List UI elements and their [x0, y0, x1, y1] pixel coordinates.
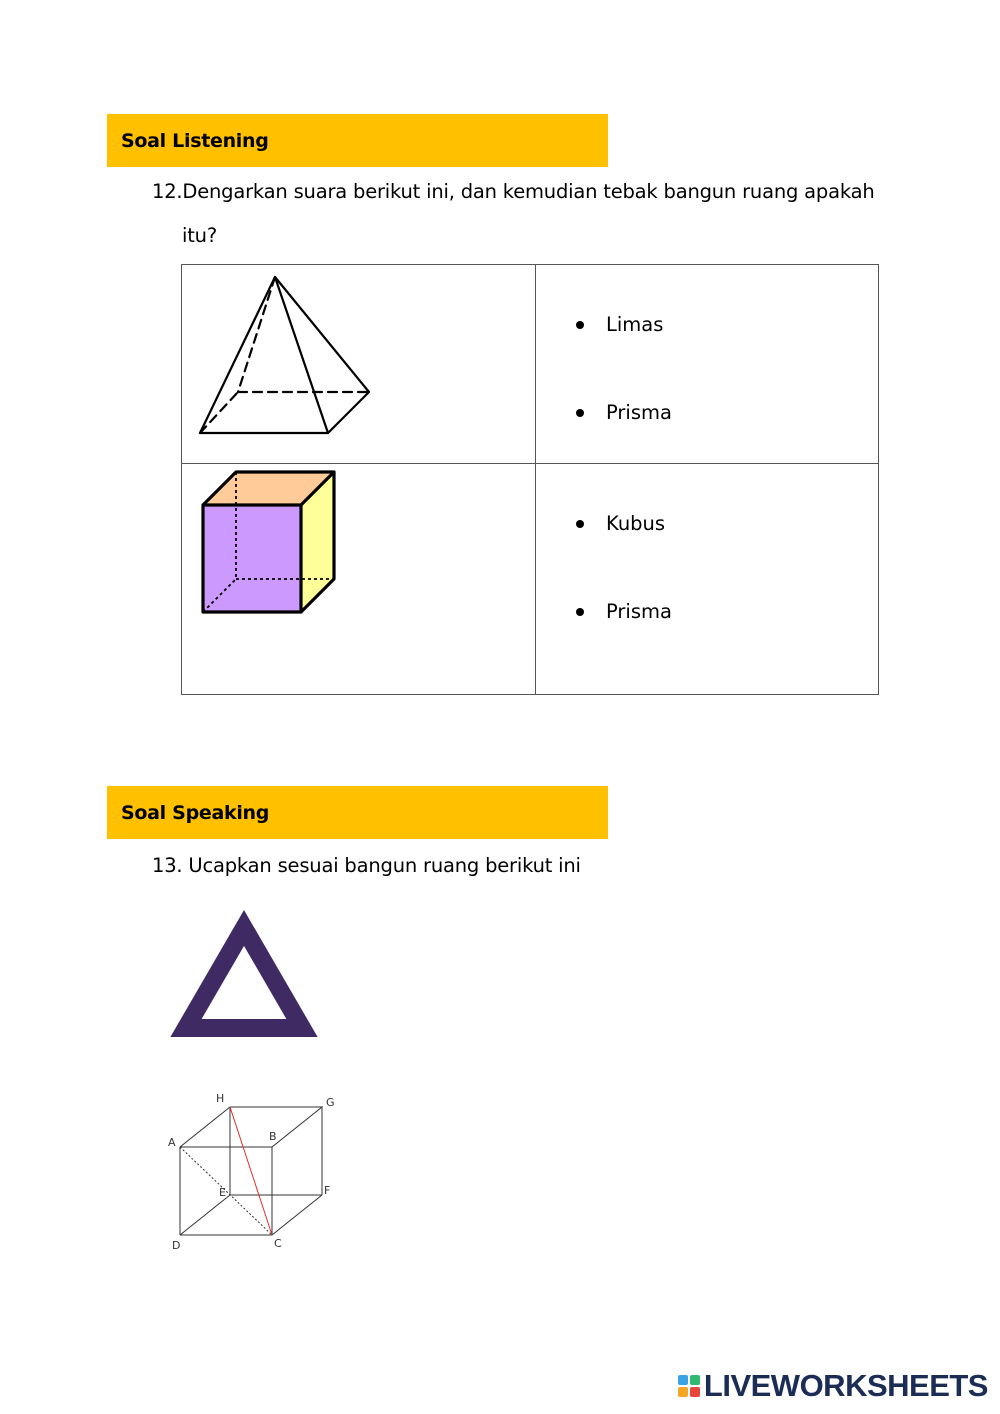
bullet-icon: [576, 608, 584, 616]
label-d: D: [172, 1239, 181, 1252]
option-limas[interactable]: [576, 313, 663, 336]
label-c: C: [274, 1237, 282, 1250]
bullet-icon: [576, 409, 584, 417]
label-a: A: [168, 1136, 176, 1149]
question-12-line2: itu?: [182, 224, 217, 247]
bullet-icon: [576, 520, 584, 528]
options-cell: [536, 464, 879, 695]
question-12-line1: 12.Dengarkan suara berikut ini, dan kemudian tebak bangun ruang apakah: [152, 180, 875, 203]
option-prisma[interactable]: [576, 401, 672, 424]
option-label: Prisma: [606, 600, 672, 623]
question-13: 13. Ucapkan sesuai bangun ruang berikut ini: [152, 854, 581, 877]
options-cell: [536, 265, 879, 464]
figure-cell: [182, 265, 536, 464]
option-label: Limas: [606, 313, 664, 336]
table-row: [182, 265, 879, 464]
listening-heading-text: Soal Listening: [121, 129, 269, 152]
label-h: H: [216, 1092, 225, 1105]
listening-heading: [107, 114, 608, 167]
bullet-icon: [576, 321, 584, 329]
label-e: E: [219, 1186, 226, 1199]
label-f: F: [324, 1184, 331, 1197]
triangle-figure: [170, 910, 320, 1040]
answer-table: [181, 264, 879, 695]
cube-figure: [182, 464, 535, 694]
logo-icon: [678, 1375, 700, 1397]
option-label: Kubus: [606, 512, 666, 535]
label-g: G: [326, 1096, 335, 1109]
liveworksheets-logo: [678, 1368, 988, 1404]
pyramid-figure: [182, 265, 535, 463]
speaking-heading-text: Soal Speaking: [121, 801, 270, 824]
option-label: Prisma: [606, 401, 672, 424]
label-b: B: [269, 1130, 277, 1143]
option-kubus[interactable]: [576, 512, 665, 535]
table-row: [182, 464, 879, 695]
option-prisma[interactable]: [576, 600, 672, 623]
figure-cell: [182, 464, 536, 695]
labeled-cube-figure: [160, 1090, 360, 1260]
speaking-heading: [107, 786, 608, 839]
brand-text: LIVEWORKSHEETS: [703, 1368, 988, 1403]
